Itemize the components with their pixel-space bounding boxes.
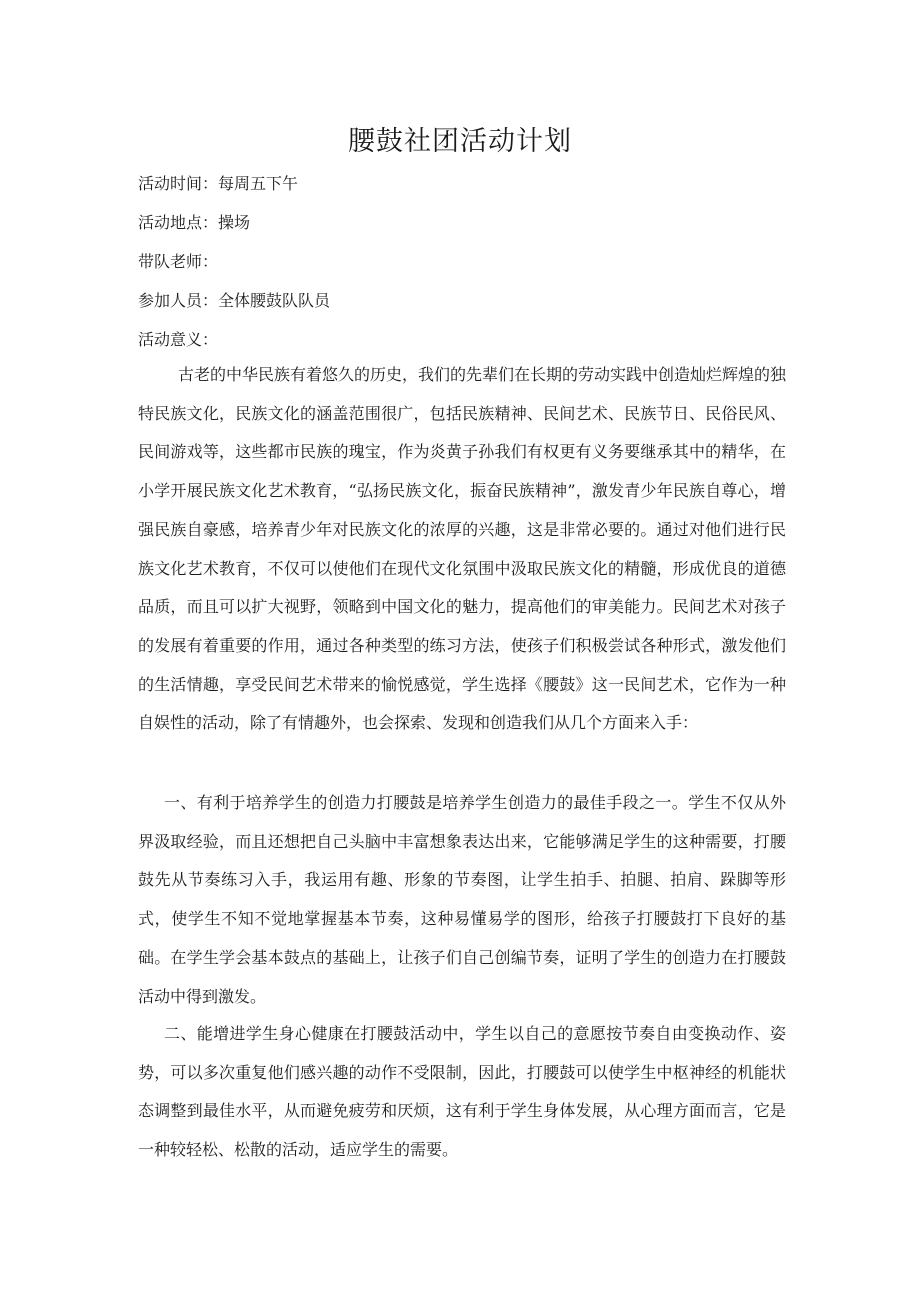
activity-significance-label: 活动意义： (138, 330, 219, 349)
document-title: 腰鼓社团活动计划 (348, 126, 572, 157)
activity-time-field: 活动时间：每周五下午 (138, 174, 299, 193)
significance-paragraph: 古老的中华民族有着悠久的历史，我们的先辈们在长期的劳动实践中创造灿烂辉煌的独特民族文化，民族文化的涵盖范围很广，包括民族精神、民间艺术、民族节日、民俗民风、民间游戏等，这些都市民族的瑰宝，作为炎黄子孙我们有权更有义务要继承其中的精华，在小学开展民族文化艺术教育，“弘扬民族文化，振奋民族精神”，激发青少年民族自尊心，增强民族自豪感，培养青少年对民族文化的浓厚的兴趣，这是非常必要的。通过对他们进行民族文化艺术教育，不仅可以使他们在现代文化氛围中汲取民族文化的精髓，形成优良的道德品质，而且可以扩大视野，领略到中国文化的魅力，提高他们的审美能力。民间艺术对孩子的发展有着重要的作用，通过各种类型的练习方法，使孩子们积极尝试各种形式，激发他们的生活情趣，享受民间艺术带来的愉悦感觉，学生选择《腰鼓》这一民间艺术，它作为一种自娱性的活动，除了有情趣外，也会探索、发现和创造我们从几个方面来入手： (138, 365, 787, 733)
team-teacher-field: 带队老师： (138, 252, 219, 271)
participants-field: 参加人员：全体腰鼓队队员 (138, 291, 331, 310)
activity-location-field: 活动地点：操场 (138, 213, 251, 232)
health-paragraph: 二、能增进学生身心健康在打腰鼓活动中，学生以自己的意愿按节奏自由变换动作、姿势，可以多次重复他们感兴趣的动作不受限制，因此，打腰鼓可以使学生中枢神经的机能状态调整到最佳水平，从而避免疲劳和厌烦，这有利于学生身体发展，从心理方面而言，它是一种较轻松、松散的活动，适应学生的需要。 (138, 1024, 786, 1160)
creativity-paragraph: 一、有利于培养学生的创造力打腰鼓是培养学生创造力的最佳手段之一。学生不仅从外界汲取经验，而且还想把自己头脑中丰富想象表达出来，它能够满足学生的这种需要，打腰鼓先从节奏练习入手，我运用有趣、形象的节奏图，让学生拍手、拍腿、拍肩、跺脚等形式，使学生不知不觉地掌握基本节奏，这种易懂易学的图形，给孩子打腰鼓打下良好的基础。在学生学会基本鼓点的基础上，让孩子们自己创编节奏，证明了学生的创造力在打腰鼓活动中得到激发。 (138, 793, 786, 1006)
